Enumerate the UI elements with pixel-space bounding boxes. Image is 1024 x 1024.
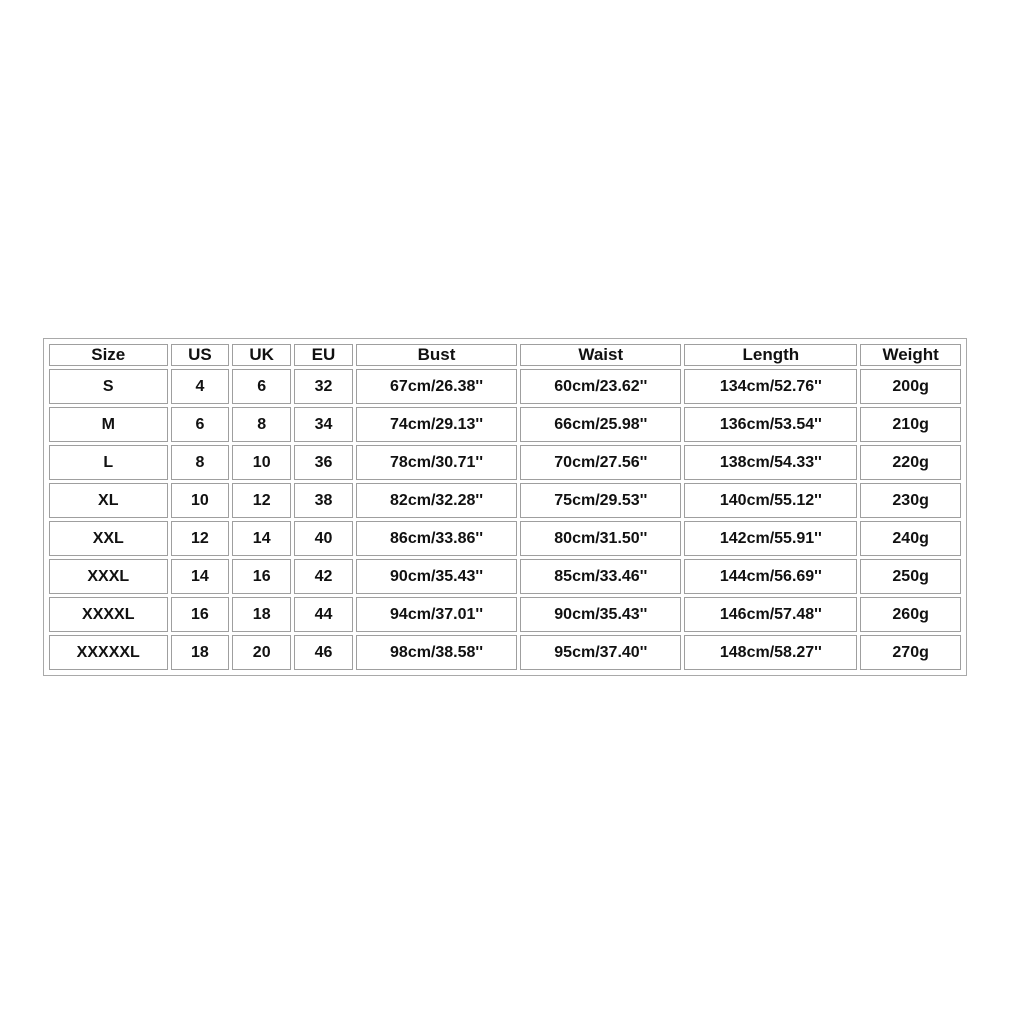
table-row — [49, 597, 961, 632]
table-cell: 40 — [294, 521, 353, 556]
table-cell: 20 — [232, 635, 291, 670]
header-cell: US — [171, 344, 230, 366]
table-cell: 46 — [294, 635, 353, 670]
table-row — [49, 483, 961, 518]
table-cell: 8 — [171, 445, 230, 480]
table-cell: 270g — [860, 635, 961, 670]
table-cell: 32 — [294, 369, 353, 404]
table-cell: 34 — [294, 407, 353, 442]
table-cell: 44 — [294, 597, 353, 632]
table-cell: 260g — [860, 597, 961, 632]
table-cell: 144cm/56.69'' — [684, 559, 857, 594]
table-cell: 148cm/58.27'' — [684, 635, 857, 670]
table-cell: 14 — [232, 521, 291, 556]
table-cell: 16 — [232, 559, 291, 594]
table-cell: 66cm/25.98'' — [520, 407, 681, 442]
table-cell: 140cm/55.12'' — [684, 483, 857, 518]
table-cell: 80cm/31.50'' — [520, 521, 681, 556]
table-cell: XL — [49, 483, 168, 518]
table-cell: 230g — [860, 483, 961, 518]
table-row — [49, 407, 961, 442]
table-cell: 136cm/53.54'' — [684, 407, 857, 442]
table-cell: 98cm/38.58'' — [356, 635, 517, 670]
table-cell: 36 — [294, 445, 353, 480]
table-cell: 18 — [232, 597, 291, 632]
table-cell: M — [49, 407, 168, 442]
table-cell: 240g — [860, 521, 961, 556]
table-cell: 12 — [232, 483, 291, 518]
table-cell: 85cm/33.46'' — [520, 559, 681, 594]
header-cell: Length — [684, 344, 857, 366]
table-cell: 75cm/29.53'' — [520, 483, 681, 518]
table-cell: 94cm/37.01'' — [356, 597, 517, 632]
table-cell: 70cm/27.56'' — [520, 445, 681, 480]
table-cell: 95cm/37.40'' — [520, 635, 681, 670]
table-cell: 42 — [294, 559, 353, 594]
table-cell: L — [49, 445, 168, 480]
table-cell: 200g — [860, 369, 961, 404]
table-cell: 220g — [860, 445, 961, 480]
table-cell: 134cm/52.76'' — [684, 369, 857, 404]
table-cell: 250g — [860, 559, 961, 594]
table-cell: 38 — [294, 483, 353, 518]
header-cell: Bust — [356, 344, 517, 366]
table-row — [49, 635, 961, 670]
table-cell: 8 — [232, 407, 291, 442]
table-row — [49, 369, 961, 404]
table-cell: 14 — [171, 559, 230, 594]
table-row — [49, 521, 961, 556]
table-cell: 90cm/35.43'' — [520, 597, 681, 632]
table-cell: 6 — [232, 369, 291, 404]
table-cell: XXXL — [49, 559, 168, 594]
table-cell: 142cm/55.91'' — [684, 521, 857, 556]
header-cell: Weight — [860, 344, 961, 366]
table-cell: 18 — [171, 635, 230, 670]
table-cell: 4 — [171, 369, 230, 404]
header-cell: Waist — [520, 344, 681, 366]
table-cell: 16 — [171, 597, 230, 632]
table-cell: XXL — [49, 521, 168, 556]
table-cell: 10 — [171, 483, 230, 518]
table-cell: XXXXL — [49, 597, 168, 632]
table-row — [49, 559, 961, 594]
table-cell: 74cm/29.13'' — [356, 407, 517, 442]
table-cell: 146cm/57.48'' — [684, 597, 857, 632]
table-cell: 67cm/26.38'' — [356, 369, 517, 404]
table-cell: 10 — [232, 445, 291, 480]
table-cell: 138cm/54.33'' — [684, 445, 857, 480]
table-cell: 210g — [860, 407, 961, 442]
header-row — [49, 344, 961, 366]
table-row — [49, 445, 961, 480]
size-chart-table — [43, 338, 967, 676]
table-cell: 90cm/35.43'' — [356, 559, 517, 594]
table-cell: 6 — [171, 407, 230, 442]
table-cell: 86cm/33.86'' — [356, 521, 517, 556]
header-cell: UK — [232, 344, 291, 366]
table-cell: 82cm/32.28'' — [356, 483, 517, 518]
table-cell: 12 — [171, 521, 230, 556]
table-cell: XXXXXL — [49, 635, 168, 670]
table-cell: S — [49, 369, 168, 404]
header-cell: EU — [294, 344, 353, 366]
table-cell: 60cm/23.62'' — [520, 369, 681, 404]
table-cell: 78cm/30.71'' — [356, 445, 517, 480]
header-cell: Size — [49, 344, 168, 366]
